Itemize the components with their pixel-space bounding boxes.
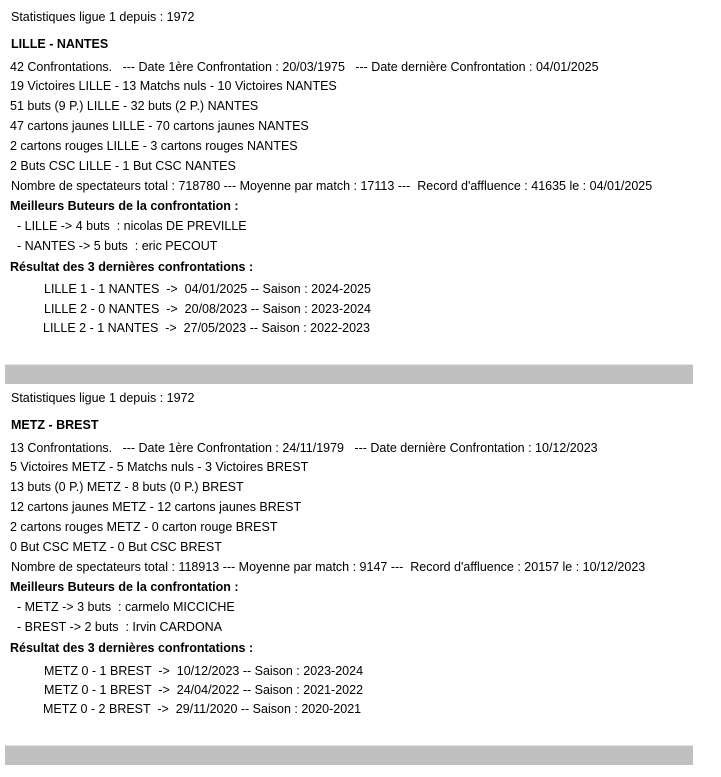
top-scorer-item: - NANTES -> 5 buts : eric PECOUT: [17, 239, 218, 253]
red-cards-line: 2 cartons rouges METZ - 0 carton rouge BREST: [10, 520, 278, 534]
own-goals-line: 2 Buts CSC LILLE - 1 But CSC NANTES: [10, 159, 236, 173]
results-title: Résultat des 3 dernières confrontations :: [10, 641, 254, 655]
goals-line: 13 buts (0 P.) METZ - 8 buts (0 P.) BREST: [10, 480, 244, 494]
yellow-cards-line: 47 cartons jaunes LILLE - 70 cartons jaunes NANTES: [10, 119, 309, 133]
goals-line: 51 buts (9 P.) LILLE - 32 buts (2 P.) NANTES: [10, 99, 259, 113]
top-scorer-item: - BREST -> 2 buts : Irvin CARDONA: [17, 620, 223, 634]
result-row: LILLE 2 - 0 NANTES -> 20/08/2023 -- Saison : 2023-2024: [44, 302, 371, 316]
red-cards-line: 2 cartons rouges LILLE - 3 cartons rouges NANTES: [10, 139, 298, 153]
result-row: METZ 0 - 1 BREST -> 24/04/2022 -- Saison : 2021-2022: [44, 683, 364, 697]
top-scorers-title: Meilleurs Buteurs de la confrontation :: [10, 580, 239, 594]
own-goals-line: 0 But CSC METZ - 0 But CSC BREST: [10, 540, 222, 554]
top-scorer-item: - LILLE -> 4 buts : nicolas DE PREVILLE: [17, 219, 247, 233]
spectators-line: Nombre de spectateurs total : 118913 --- Moyenne par match : 9147 --- Record d'affluence : 20157 le : 10/12/2023: [11, 560, 646, 574]
section-header: Statistiques ligue 1 depuis : 1972: [11, 10, 195, 24]
matchup-title: LILLE - NANTES: [11, 37, 109, 51]
result-row: LILLE 2 - 1 NANTES -> 27/05/2023 -- Saison : 2022-2023: [43, 321, 370, 335]
victories-line: 19 Victoires LILLE - 13 Matchs nuls - 10 Victoires NANTES: [10, 79, 337, 93]
result-row: METZ 0 - 2 BREST -> 29/11/2020 -- Saison : 2020-2021: [43, 702, 362, 716]
result-row: METZ 0 - 1 BREST -> 10/12/2023 -- Saison : 2023-2024: [44, 664, 364, 678]
result-row: LILLE 1 - 1 NANTES -> 04/01/2025 -- Saison : 2024-2025: [44, 282, 371, 296]
spectators-line: Nombre de spectateurs total : 718780 --- Moyenne par match : 17113 --- Record d'affluence : 41635 le : 04/01/2025: [11, 179, 653, 193]
victories-line: 5 Victoires METZ - 5 Matchs nuls - 3 Victoires BREST: [10, 460, 309, 474]
yellow-cards-line: 12 cartons jaunes METZ - 12 cartons jaunes BREST: [10, 500, 302, 514]
matchup-title: METZ - BREST: [11, 418, 99, 432]
section-separator: [5, 745, 693, 765]
top-scorer-item: - METZ -> 3 buts : carmelo MICCICHE: [17, 600, 235, 614]
top-scorers-title: Meilleurs Buteurs de la confrontation :: [10, 199, 239, 213]
confrontations-line: 13 Confrontations. --- Date 1ère Confrontation : 24/11/1979 --- Date dernière Confrontation : 10/12/2023: [10, 441, 598, 455]
results-title: Résultat des 3 dernières confrontations :: [10, 260, 254, 274]
section-header: Statistiques ligue 1 depuis : 1972: [11, 391, 195, 405]
section-separator: [5, 364, 693, 384]
confrontations-line: 42 Confrontations. --- Date 1ère Confrontation : 20/03/1975 --- Date dernière Confrontation : 04/01/2025: [10, 60, 599, 74]
